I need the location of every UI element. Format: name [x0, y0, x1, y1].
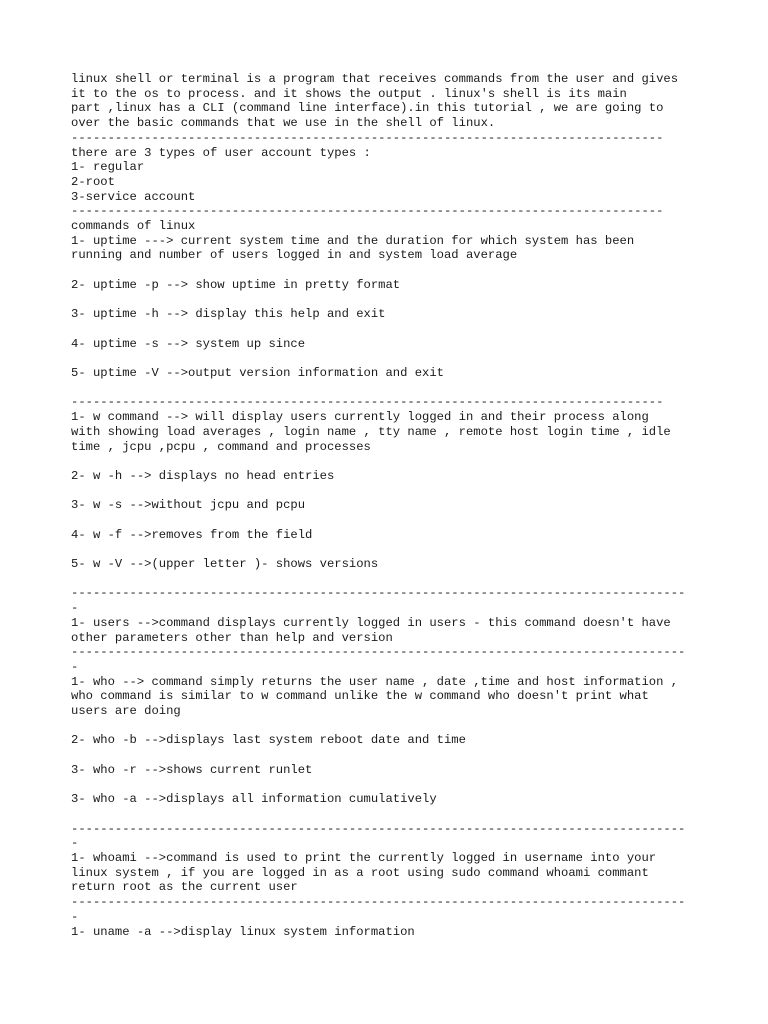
- blank-line: [71, 454, 711, 469]
- blank-line: [71, 351, 711, 366]
- who-command-line: 1- who --> command simply returns the user name , date ,time and host information ,: [71, 674, 679, 689]
- users-command-line: 1- users -->command displays currently logged in users - this command doesn't have: [71, 615, 671, 630]
- divider: ---------------------------------------------------------------------------------: [71, 130, 664, 145]
- divider-tail: -: [71, 601, 79, 616]
- uptime-line: running and number of users logged in and system load average: [71, 248, 518, 263]
- blank-line: [71, 542, 711, 557]
- whoami-command-line: return root as the current user: [71, 880, 298, 895]
- w-command-line: time , jcpu ,pcpu , command and processes: [71, 439, 371, 454]
- intro-line-2: it to the os to process. and it shows the output . linux's shell is its main: [71, 86, 627, 101]
- blank-line: [71, 748, 711, 763]
- w-command-line: 4- w -f -->removes from the field: [71, 527, 313, 542]
- blank-line: [71, 807, 711, 822]
- account-types-heading: there are 3 types of user account types :: [71, 145, 371, 160]
- who-command-line: users are doing: [71, 704, 181, 719]
- uname-command-line: 1- uname -a -->display linux system information: [71, 924, 415, 939]
- divider-tail: -: [71, 909, 79, 924]
- commands-heading: commands of linux: [71, 219, 196, 234]
- divider-tail: -: [71, 836, 79, 851]
- account-type-item: 2-root: [71, 174, 115, 189]
- intro-line-3: part ,linux has a CLI (command line interface).in this tutorial , we are going to: [71, 101, 664, 116]
- who-command-line: who command is similar to w command unlike the w command who doesn't print what: [71, 689, 649, 704]
- account-type-item: 3-service account: [71, 189, 196, 204]
- users-command-line: other parameters other than help and version: [71, 630, 393, 645]
- uptime-line: 5- uptime -V -->output version information and exit: [71, 366, 444, 380]
- blank-line: [71, 513, 711, 528]
- w-command-line: 5- w -V -->(upper letter )- shows versions: [71, 557, 379, 572]
- divider: ------------------------------------------------------------------------------------: [71, 645, 686, 660]
- divider: ---------------------------------------------------------------------------------: [71, 204, 664, 219]
- blank-line: [71, 572, 711, 587]
- intro-line-4: over the basic commands that we use in the shell of linux.: [71, 116, 496, 131]
- blank-line: [71, 778, 711, 793]
- account-type-item: 1- regular: [71, 160, 145, 175]
- w-command-line: 3- w -s -->without jcpu and pcpu: [71, 498, 306, 513]
- who-command-line: 2- who -b -->displays last system reboot date and time: [71, 733, 466, 748]
- blank-line: [71, 293, 711, 308]
- divider: ------------------------------------------------------------------------------------: [71, 586, 686, 601]
- divider: ------------------------------------------------------------------------------------: [71, 821, 686, 836]
- whoami-command-line: 1- whoami -->command is used to print the currently logged in username into your: [71, 851, 657, 866]
- divider: ------------------------------------------------------------------------------------: [71, 895, 686, 910]
- blank-line: [71, 719, 711, 734]
- document-body: [71, 72, 711, 939]
- uptime-line: 4- uptime -s --> system up since: [71, 336, 306, 351]
- blank-line: [71, 322, 711, 337]
- blank-line: [71, 263, 711, 278]
- uptime-line: 3- uptime -h --> display this help and exit: [71, 307, 386, 322]
- divider-tail: -: [71, 659, 79, 674]
- w-command-line: 1- w command --> will display users currently logged in and their process along: [71, 410, 649, 425]
- who-command-line: 3- who -a -->displays all information cumulatively: [71, 792, 437, 807]
- divider: ---------------------------------------------------------------------------------: [71, 395, 664, 410]
- whoami-command-line: linux system , if you are logged in as a root using sudo command whoami commant: [71, 865, 649, 880]
- uptime-line: 1- uptime ---> current system time and the duration for which system has been: [71, 233, 635, 248]
- who-command-line: 3- who -r -->shows current runlet: [71, 762, 313, 777]
- blank-line: [71, 484, 711, 499]
- blank-line: [71, 381, 711, 396]
- w-command-line: 2- w -h --> displays no head entries: [71, 468, 335, 483]
- intro-line-1: linux shell or terminal is a program that receives commands from the user and gives: [71, 72, 679, 86]
- w-command-line: with showing load averages , login name , tty name , remote host login time , idle: [71, 424, 671, 439]
- uptime-line: 2- uptime -p --> show uptime in pretty format: [71, 277, 401, 292]
